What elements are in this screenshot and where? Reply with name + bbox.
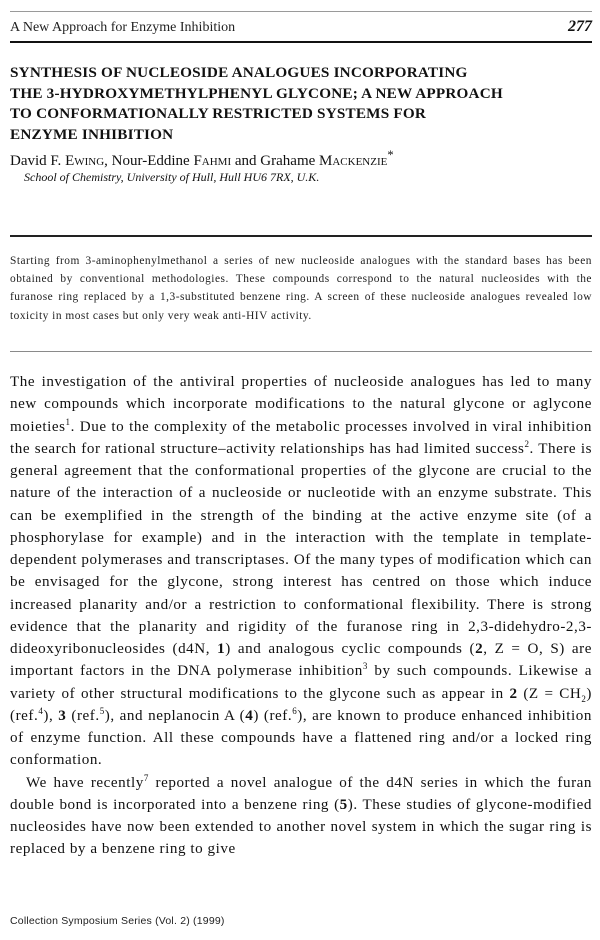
- text-run: ) (ref.: [10, 685, 592, 724]
- compound-number: 1: [217, 641, 226, 657]
- paragraph: [10, 772, 592, 861]
- author-list: [10, 148, 394, 170]
- text-run: (Z = CH: [517, 685, 582, 702]
- citation-ref: 5: [99, 705, 105, 716]
- author-first-name: Nour-Eddine: [111, 153, 194, 169]
- citation-ref: 1: [65, 416, 71, 427]
- subscript: 2: [581, 693, 587, 704]
- article-title: [10, 63, 595, 145]
- text-run: ), and neplanocin A (: [104, 707, 246, 724]
- title-line: TO CONFORMATIONALLY RESTRICTED SYSTEMS FOR: [10, 105, 427, 122]
- abstract: Starting from 3-aminophenylmethanol a series of new nucleoside analogues with the standard bases has been obtained by conventional methodologies. These compounds correspond to the natural nucleosides with the furanose ring replaced by a 1,3-substituted benzene ring. A screen of these nucleoside analogues revealed low toxicity in most cases but only very weak anti-HIV activity.: [10, 255, 592, 322]
- citation-ref: 6: [292, 705, 298, 716]
- text-run: by such compounds. Likewise a variety of other structural modifications to the glycone such as appear in: [10, 663, 592, 702]
- author-separator: ,: [104, 153, 112, 169]
- header-top-rule: [10, 11, 592, 12]
- compound-number: 3: [58, 707, 67, 724]
- citation-ref: 2: [524, 438, 530, 449]
- author-separator: and: [231, 153, 261, 169]
- compound-number: 4: [245, 707, 254, 724]
- title-line: SYNTHESIS OF NUCLEOSIDE ANALOGUES INCORPORATING: [10, 64, 468, 81]
- author-last-name: Fahmi: [193, 153, 232, 169]
- title-line: ENZYME INHIBITION: [10, 125, 174, 143]
- text-run: (ref.: [66, 707, 100, 724]
- compound-number: 2: [475, 641, 484, 657]
- abstract-top-rule: [10, 235, 592, 237]
- footer-citation: Collection Symposium Series (Vol. 2) (1999): [10, 915, 225, 927]
- header-bottom-rule: [10, 41, 592, 43]
- author-first-name: David F.: [10, 153, 66, 169]
- text-run: . There is general agreement that the conformational properties of the glycone are crucial to the nature of the interaction of a nucleoside or nucleotide with an enzyme substrate. This can be exemplified in the strength of the binding at the active enzyme site (of a phosphorylase for example) and in the interaction with the template in template-dependent polymerases and transcriptases. Of the many types of modification which can be envisaged for the glycone, strong interest has centred on those which induce increased planarity and/or a restriction to conformational flexibility. There is strong evidence that the planarity and rigidity of the furanose ring in 2,3-didehydro-2,3-dideoxyribonucleosides (d4N,: [10, 440, 592, 657]
- text-run: ) and analogous cyclic compounds (: [225, 641, 476, 657]
- author-first-name: Grahame: [260, 153, 320, 169]
- text-run: , Z = O, S) are important factors in the DNA polymerase inhibition: [10, 641, 592, 680]
- running-head: [10, 18, 592, 38]
- text-run: . Due to the complexity of the metabolic processes involved in viral inhibition the search for rational structure–activity relationships has had limited success: [10, 418, 592, 457]
- title-line: THE 3-HYDROXYMETHYLPHENYL GLYCONE; A NEW APPROACH: [10, 84, 503, 102]
- corresponding-author-mark: *: [387, 148, 394, 162]
- author-last-name: Ewing: [65, 153, 105, 169]
- author-last-name: Mackenzie: [319, 153, 388, 169]
- compound-number: 2: [509, 685, 518, 702]
- text-run: ), are known to produce enhanced inhibition of enzyme function. All these compounds have a flattened ring and/or a locked ring conformation.: [10, 707, 592, 769]
- affiliation: School of Chemistry, University of Hull, Hull HU6 7RX, U.K.: [24, 170, 320, 184]
- text-run: ). These studies of glycone-modified nucleosides have now been extended to another novel system in which the sugar ring is replaced by a benzene ring to give: [10, 796, 593, 858]
- text-run: reported a novel analogue of the d4N series in which the furan double bond is incorporated into a benzene ring (: [10, 774, 592, 813]
- text-run: We have recently: [26, 774, 144, 791]
- page-number: 277: [568, 18, 592, 35]
- body-text: [10, 371, 592, 861]
- paragraph: [10, 371, 592, 772]
- text-run: ) (ref.: [253, 707, 293, 724]
- compound-number: 5: [339, 796, 348, 813]
- citation-ref: 3: [362, 661, 368, 672]
- text-run: ),: [43, 707, 59, 724]
- text-run: The investigation of the antiviral properties of nucleoside analogues has led to many new compounds which incorporate modifications to the natural glycone or aglycone moieties: [10, 374, 592, 435]
- citation-ref: 7: [143, 772, 149, 783]
- citation-ref: 4: [38, 705, 44, 716]
- running-title: A New Approach for Enzyme Inhibition: [10, 20, 236, 35]
- abstract-bottom-rule: [10, 351, 592, 352]
